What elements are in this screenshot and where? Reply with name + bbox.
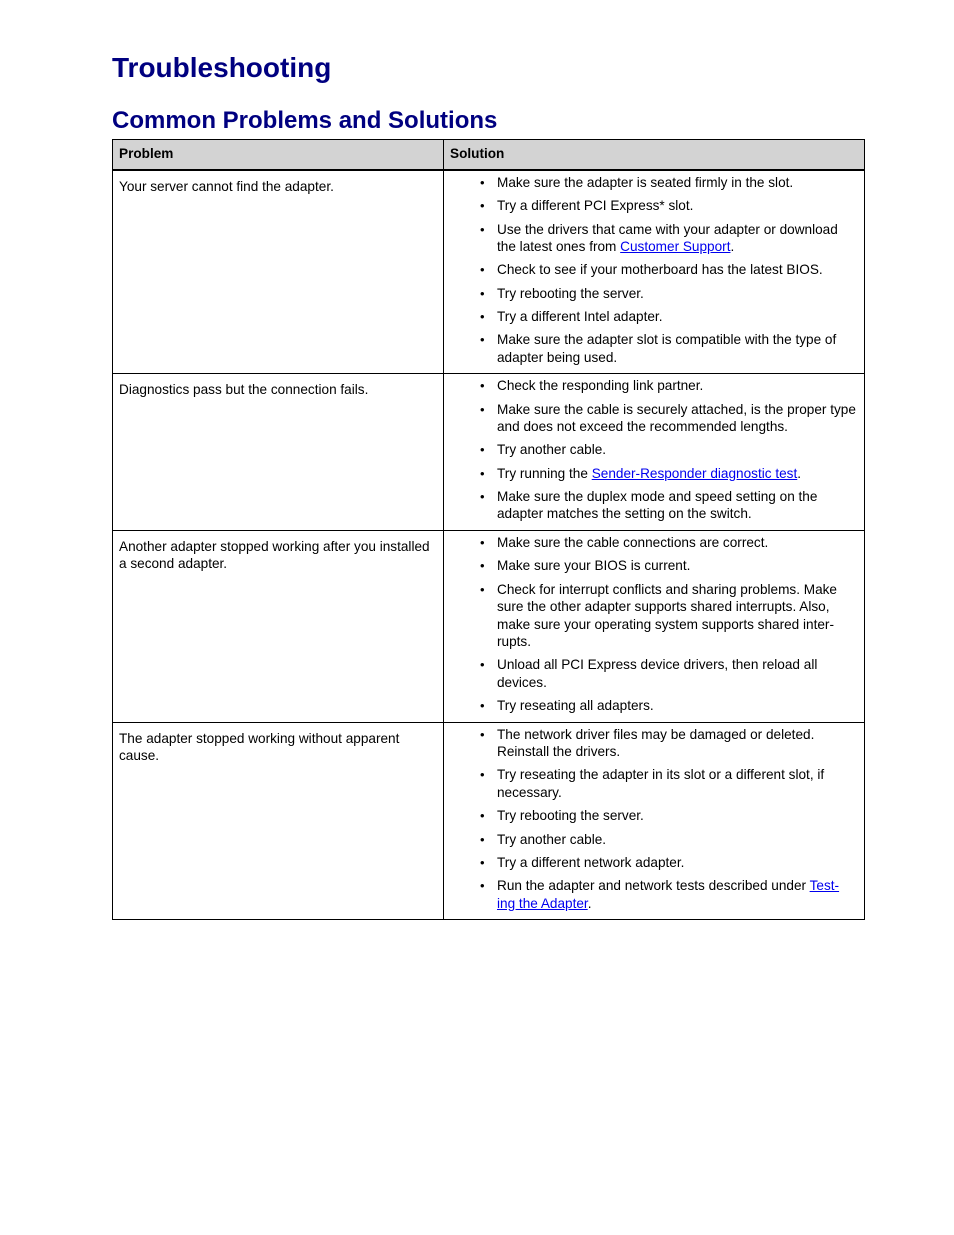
bullet-icon: • [480,878,485,894]
solution-text: Try another cable. [497,442,607,458]
problem-cell: Another adapter stopped working after you installed a second adapter. [113,530,444,722]
solution-item [450,877,856,912]
solution-cell [444,374,865,531]
solution-item [450,465,856,483]
solution-link[interactable]: Sender-Responder diagnostic test [591,465,798,481]
solution-item [450,331,856,366]
solution-text: Try rebooting the server. [497,285,644,301]
solution-text: Make sure the cable is securely attached, is the proper type and does not exceed the recommended lengths. [497,401,856,435]
solution-text: Check the responding link partner. [497,378,704,394]
solution-item [450,854,856,872]
bullet-icon: • [480,534,485,550]
bullet-icon: • [480,558,485,574]
bullet-icon: • [480,285,485,301]
table-row [113,170,865,374]
solution-text: Check to see if your motherboard has the latest BIOS. [497,262,823,278]
solution-list [450,377,856,523]
solution-link[interactable]: Test-ing the Adapter [497,878,840,911]
solution-text: Use the drivers that came with your adapter or download the latest ones from [497,221,838,255]
solution-text: The network driver files may be damaged or deleted. Reinstall the drivers. [497,726,815,760]
solution-item [450,285,856,303]
bullet-icon: • [480,767,485,783]
section-title: Common Problems and Solutions [112,107,498,134]
solution-text: Try rebooting the server. [497,808,644,824]
bullet-icon: • [480,581,485,597]
solution-item [450,441,856,459]
solution-item [450,726,856,761]
bullet-icon: • [480,657,485,673]
solution-text: Make sure the adapter is seated firmly in the slot. [497,175,794,190]
solution-text: Make sure the duplex mode and speed setting on the adapter matches the setting on the switch. [497,488,818,522]
solution-text: Try a different PCI Express* slot. [497,198,694,214]
problem-cell: Diagnostics pass but the connection fails. [113,374,444,531]
bullet-icon: • [480,698,485,714]
bullet-icon: • [480,808,485,824]
table-body [113,170,865,920]
solution-item [450,308,856,326]
bullet-icon: • [480,854,485,870]
solution-item [450,581,856,651]
solution-text: Unload all PCI Express device drivers, then reload all devices. [497,657,818,690]
solution-item [450,697,856,715]
column-header-solution: Solution [444,140,865,171]
solution-list [450,726,856,912]
solution-text: Try another cable. [497,831,607,847]
solution-text: Run the adapter and network tests described under [497,878,810,894]
solution-item [450,261,856,279]
solution-item [450,221,856,256]
bullet-icon: • [480,401,485,417]
solution-item [450,557,856,575]
solution-list [450,174,856,366]
solution-item [450,807,856,825]
solution-item [450,377,856,395]
bullet-icon: • [480,378,485,394]
problems-table [112,139,865,920]
solution-text-end: . [587,895,592,911]
solution-text: Make sure the adapter slot is compatible with the type of adapter being used. [497,332,837,365]
solution-text: Make sure your BIOS is current. [497,558,691,574]
problem-cell: The adapter stopped working without apparent cause. [113,722,444,919]
solution-cell [444,722,865,919]
column-header-problem: Problem [113,140,444,171]
bullet-icon: • [480,488,485,504]
table-row [113,530,865,722]
bullet-icon: • [480,442,485,458]
bullet-icon: • [480,332,485,348]
problem-cell: Your server cannot find the adapter. [113,170,444,374]
solution-text: Try reseating all adapters. [497,698,654,714]
solution-text: Try a different network adapter. [497,854,685,870]
solution-item [450,534,856,552]
bullet-icon: • [480,726,485,742]
bullet-icon: • [480,175,485,190]
solution-item [450,656,856,691]
bullet-icon: • [480,308,485,324]
page-title: Troubleshooting [112,52,332,83]
bullet-icon: • [480,465,485,481]
table-row [113,374,865,531]
solution-text-end: . [797,465,802,481]
solution-text: Try running the [497,465,592,481]
solution-cell [444,170,865,374]
solution-item [450,766,856,801]
solution-link[interactable]: Customer Support [620,239,731,255]
solution-text: Make sure the cable connections are correct. [497,534,769,550]
solution-text-end: . [730,239,735,255]
solution-text: Try reseating the adapter in its slot or a different slot, if necessary. [497,767,825,800]
table-header-row [113,140,865,171]
bullet-icon: • [480,221,485,237]
bullet-icon: • [480,262,485,278]
bullet-icon: • [480,831,485,847]
solution-cell [444,530,865,722]
solution-item [450,197,856,215]
solution-list [450,534,856,715]
solution-item [450,174,856,192]
bullet-icon: • [480,198,485,214]
solution-item [450,488,856,523]
table-row [113,722,865,919]
solution-text: Check for interrupt conflicts and sharing problems. Make sure the other adapter supports shared interrupts. Also, make sure your operating system supports shared inter-rupts. [497,581,837,650]
solution-item [450,831,856,849]
solution-item [450,401,856,436]
solution-text: Try a different Intel adapter. [497,308,663,324]
